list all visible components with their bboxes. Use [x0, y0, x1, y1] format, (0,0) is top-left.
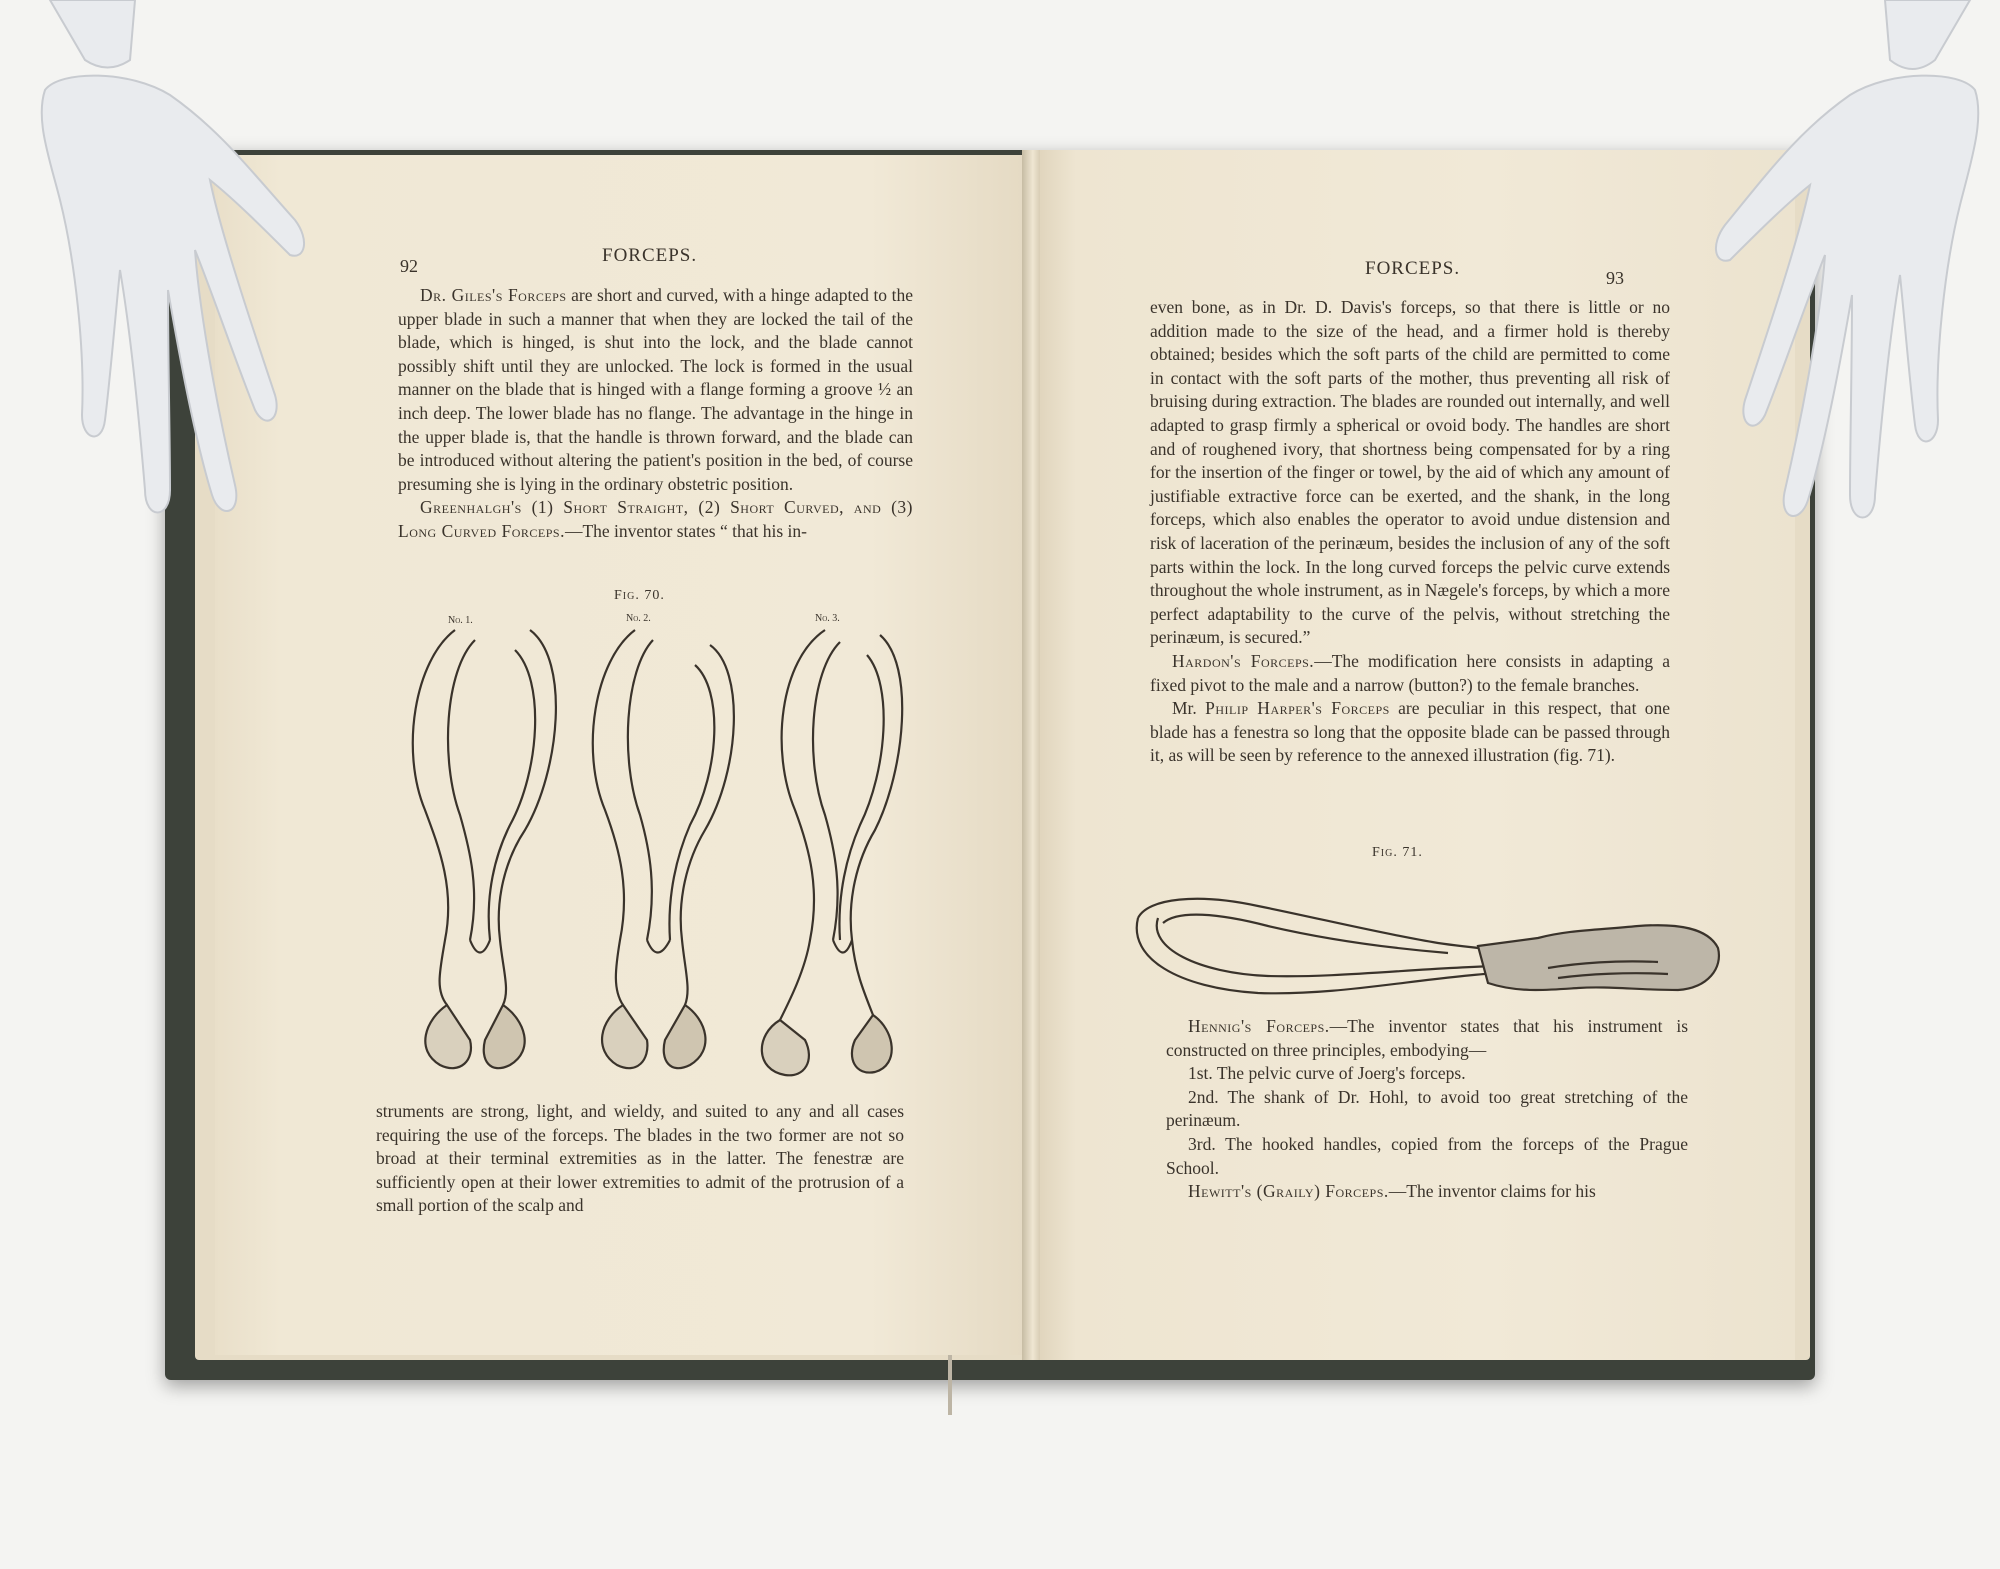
- right-paragraph-hewitt: [1166, 1180, 1688, 1204]
- right-para3-lead: Philip Harper's Forceps: [1205, 698, 1390, 719]
- left-text-top: [398, 284, 913, 544]
- right-para3-lead-pre: Mr.: [1172, 698, 1206, 719]
- right-page-number: 93: [1606, 268, 1624, 288]
- fig70-caption: Fig. 70.: [614, 588, 665, 603]
- right-para2-body: —The modification here consists in adapting a fixed pivot to the male and a narrow (button?) to the female branches.: [1150, 650, 1670, 695]
- skeleton-hand-left-icon: [20, 0, 340, 540]
- left-paragraph-giles: [398, 284, 913, 496]
- left-page-number: 92: [400, 256, 418, 276]
- right-list-item-3: 3rd. The hooked handles, copied from the forceps of the Prague School.: [1166, 1133, 1688, 1178]
- left-para1-body: are short and curved, with a hinge adapted to the upper blade in such a manner that when they are locked the tail of the blade, which is hinged, is shut into the lock, and the blade cannot possibly shift until they are unlocked. The lock is formed in the usual manner on the blade that is hinged with a flange forming a groove ½ an inch deep. The lower blade has no flange. The advantage in the hinge in the upper blade is, that the handle is thrown forward, and the blade can be introduced without altering the patient's position in the bed, of course presuming she is lying in the ordinary obstetric position.: [398, 285, 914, 494]
- skeleton-hand-right-icon: [1680, 0, 2000, 560]
- left-paragraph-greenhalgh: [398, 496, 913, 543]
- right-list-item-1: 1st. The pelvic curve of Joerg's forceps.: [1188, 1063, 1466, 1084]
- book-gutter: [1022, 150, 1040, 1360]
- right-running-head: FORCEPS.: [1365, 258, 1461, 279]
- bookmark-ribbon: [948, 1355, 952, 1415]
- right-para4-body: —The inventor states that his instrument is constructed on three principles, embodying—: [1166, 1016, 1688, 1060]
- right-text-bottom: [1166, 1015, 1688, 1204]
- fig70-label-2: No. 2.: [626, 613, 651, 624]
- left-running-head: FORCEPS.: [602, 245, 698, 266]
- left-para1-lead: Dr. Giles's Forceps: [420, 285, 567, 305]
- right-list-item-2: 2nd. The shank of Dr. Hohl, to avoid too great stretching of the perinæum.: [1166, 1086, 1688, 1131]
- right-paragraph-hardon: [1150, 650, 1670, 697]
- left-text-bottom: [376, 1100, 904, 1218]
- right-text-top: [1150, 296, 1670, 768]
- left-para2-lead: Greenhalgh's (1) Short Straight, (2) Short Curved, and (3) Long Curved Forceps.: [398, 497, 913, 541]
- fig70-label-1: No. 1.: [448, 615, 473, 626]
- right-para5-body: —The inventor claims for his: [1388, 1181, 1596, 1202]
- right-para4-lead: Hennig's Forceps.: [1188, 1016, 1330, 1036]
- forceps-fig71-icon: [1118, 878, 1728, 1018]
- right-paragraph-hennig: [1166, 1015, 1688, 1062]
- right-para2-lead: Hardon's Forceps.: [1172, 650, 1315, 671]
- left-paragraph-continued: struments are strong, light, and wieldy, and suited to any and all cases requiring the use of the forceps. The blades in the two former are not so broad at their terminal extremities as in the latter. The fenestræ are sufficiently open at their lower extremities to admit of the protrusion of a small portion of the scalp and: [376, 1101, 904, 1216]
- right-paragraph-harper: [1150, 697, 1670, 768]
- right-para3-body: are peculiar in this respect, that one blade has a fenestra so long that the opposite blade can be passed through it, as will be seen by reference to the annexed illustration (fig. 71).: [1150, 698, 1670, 766]
- left-para2-body: —The inventor states “ that his in-: [564, 520, 807, 541]
- right-para5-lead: Hewitt's (Graily) Forceps.: [1188, 1181, 1389, 1202]
- right-paragraph-continued: even bone, as in Dr. D. Davis's forceps, so that there is little or no addition made to the size of the head, and a firmer hold is thereby obtained; besides which the soft parts of the child are permitted to come in contact with the soft parts of the mother, thus preventing all risk of bruising during extraction. The blades are rounded out internally, and well adapted to grasp firmly a spherical or ovoid body. The handles are short and of roughened ivory, that shortness being compensated for by a ring for the insertion of the finger or towel, by the aid of which any amount of justifiable extractive force can be exerted, and the shank, in the long forceps, which also enables the operator to avoid undue distension and risk of laceration of the perinæum, besides the inclusion of any of the soft parts within the lock. In the long curved forceps the pelvic curve extends throughout the whole instrument, as in Nægele's forceps, by which a more perfect adaptability to the curve of the pelvis, without stretching the perinæum, is secured.”: [1150, 297, 1670, 648]
- fig71-caption: Fig. 71.: [1372, 845, 1423, 860]
- fig70-label-3: No. 3.: [815, 613, 840, 624]
- forceps-illustration-icon: [385, 620, 905, 1080]
